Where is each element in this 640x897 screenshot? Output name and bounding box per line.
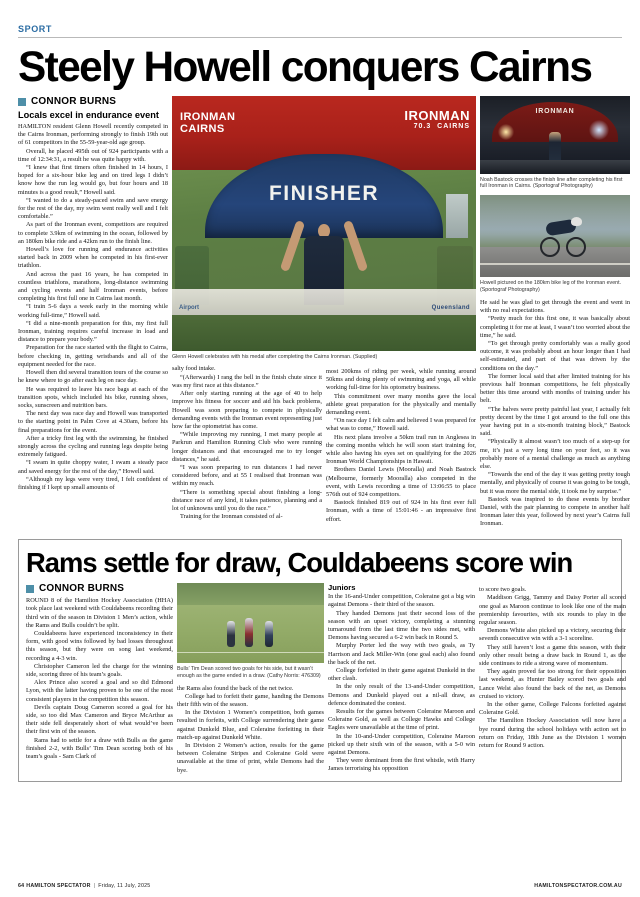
article1-c3-p6: Bastock finished 819 out of 924 in his first ever full Ironman, with a time of 15:01:46 - an impressive first effort. [326, 499, 476, 523]
footer-masthead: HAMILTON SPECTATOR [26, 883, 91, 889]
article2-c2-p2: College had to forfeit their game, handing the Demons their fifth win of the season. [177, 692, 324, 708]
article2-column-2 [177, 583, 324, 775]
article1-headline: Steely Howell conquers Cairns [18, 43, 592, 91]
article1-c1-p15: “I swam in quite choppy water, I swam a steady pace and saved energy for the rest of the day,” Howell said. [18, 459, 168, 475]
article1-main-caption: Glenn Howell celebrates with his medal after completing the Cairns Ironman. (Supplied) [172, 353, 378, 360]
section-kicker: SPORT [18, 24, 53, 34]
article1-c2-p5: “I was soon preparing to run distances I had never considered before, and at 55 I realised that Ironman was within my reach. [172, 463, 322, 488]
article1-c1-p11: Howell then did several transition tours of the course so he knew where to go after each leg on race day. [18, 369, 168, 385]
article2-c3-p7: In the 10-and-Under competition, Coleraine Maroon picked up their sixth win of the season, with a 5-0 win against Demons. [328, 732, 475, 756]
article2-juniors-subhead: Juniors [328, 583, 356, 593]
article1-c1-p5: As part of the Ironman event, competitors are required to complete 3.9km of swimming in the ocean, followed by an 180km bike ride and a 42km run to the finish line. [18, 221, 168, 245]
article2-c3-p5: In the only result of the 13-and-Under competition, Demons and Dunkeld played out a nil-all draw, as defence dominated the contest. [328, 683, 475, 707]
article1-c2-p3: After only starting running at the age of 40 to help improve his fitness for soccer and aid his back problems, Howell was soon preparing to compete in physically demanding events with the Ironman event representing just how far the optometrist has come. [172, 390, 322, 430]
article2-c4-p4: They still haven’t lost a game this season, with their only other result being a draw back in Round 1, as the side continues to ride a strong wave of momentum. [479, 643, 626, 667]
photo4-treeline [177, 583, 324, 605]
article2-c2-p3: In the Division 1 Women’s competition, both games resulted in forfeits, with College surrendering their game against Dunkeld Blue, and Coleraine forfeiting in their match-up against Dunkeld White. [177, 709, 324, 741]
photo3-wheel-rear [540, 237, 560, 257]
article2-c1-p3: Christopher Cameron led the charge for the winning side, scoring three of his team’s goals. [26, 662, 173, 678]
article2-c1-p5: Devils captain Doug Cameron scored a goal for his side, so too did Max Cameron and Bryce McArthur as their side fell desperately short of what would’ve been their first win of the season. [26, 703, 173, 736]
photo-queensland-text: Queensland [431, 305, 470, 311]
article2-columns [26, 583, 626, 775]
article2-photo [177, 583, 324, 663]
article1-c1-p8: “I train 5-6 days a week early in the morning while working full-time,” Howell said. [18, 303, 168, 319]
article2-c4-p5: They again proved far too strong for their opposition last weekend, as Hunter Bailey scored two goals and Lance Welst also found the back of the net, as Demons cruised to victory. [479, 668, 626, 700]
article2 [18, 539, 626, 782]
byline-square-icon [18, 98, 26, 106]
article1-c4-p1: He said he was glad to get through the event and went in with no real expectations. [480, 298, 630, 315]
article1-photo-3 [480, 195, 630, 277]
ironman-banner-text: IRONMAN 70.3 CAIRNS [404, 108, 470, 130]
photo-finisher-word: FINISHER [268, 182, 379, 205]
article2-c4-p3: Demons White also picked up a victory, securing their seventh consecutive win with a 3-1 scoreline. [479, 627, 626, 643]
article1-c1-p14: After a tricky first leg with the swimming, he finished strongly across the cycling and running legs despite being extremely fatigued. [18, 434, 168, 459]
article1-byline-name: CONNOR BURNS [31, 96, 117, 107]
article1-c3-p1: most 200kms of riding per week, while running around 50kms and doing plenty of swimming and yoga, all while working full-time for his optometry business. [326, 368, 476, 392]
photo4-player-3 [265, 621, 273, 647]
article2-column-3 [328, 583, 475, 775]
article2-c3-p4: College forfeited in their game against Dunkeld in the other clash. [328, 666, 475, 683]
article1-c1-p7: And across the past 16 years, he has competed in countless triathlons, marathons, long-distance swimming and cycling events and half Ironman events, before completing his first full one in Cairns last month. [18, 270, 168, 303]
article1-photo-2 [480, 96, 630, 174]
article1-c1-p3: “I knew that first timers often finished in 14 hours, I hoped for a six-hour bike leg and on tired legs I didn’t know how the run leg would go, but four hours and 18 minutes is a good result,” Howell said. [18, 164, 168, 196]
article2-c4-p6: In the other game, College Falcons forfeited against Coleraine Gold. [479, 700, 626, 717]
article1-byline [18, 96, 168, 107]
article2-c1-p4: Alex Prince also scored a goal and so did Edmond Lyon, with the latter having proven to be one of the most consistent players in the competition this season. [26, 679, 173, 703]
article1-c1-p13: The next day was race day and Howell was transported to the starting point in Palm Cove at 4.30am, before his final preparations for the event. [18, 410, 168, 434]
ironman-logo-icon: IRONMAN CAIRNS [180, 111, 236, 135]
page-footer [18, 883, 622, 889]
photo3-rider-helmet [571, 217, 582, 226]
article2-headline: Rams settle for draw, Couldabeens score win [26, 546, 573, 578]
article1-c1-p6: Howell’s love for running and endurance activities started back in 2009 when he competed in his first-ever triathlon. [18, 246, 168, 270]
article1-column-4 [480, 96, 630, 529]
article1-column-1 [18, 96, 168, 529]
article1-c3-p5: Brothers Daniel Lewis (Mooralla) and Noah Bastock (Melbourne, formerly Mooralla) also competed in the event, with Lewis recording a time of 13:06:55 to place 576th out of 924 competitors. [326, 466, 476, 499]
article1-c4-p5: “The halves were pretty painful last year, I actually felt pretty decent by the time I got around to the full one this year having put in a six-month training block,” Bastock said. [480, 405, 630, 438]
photo-airport-text: Airport [179, 305, 199, 311]
article1-c2-p4: “While improving my running, I met many people at Parkrun and Hamilton Running Club who were running longer distances and that encouraged me to try longer distances,” he said. [172, 431, 322, 463]
article1-c3-p3: “On race day I felt calm and believed I was prepared for what was to come,” Howell said. [326, 417, 476, 433]
article2-c4-p1: to score two goals. [479, 586, 527, 594]
article1-columns [18, 96, 630, 529]
footer-date: Friday, 11 July, 2025 [98, 883, 151, 889]
article2-byline-name: CONNOR BURNS [39, 583, 125, 595]
article1-caption-2: Noah Bastock crosses the finish line after completing his first full Ironman in Cairns. (Sportograf Photography) [480, 176, 623, 190]
article2-c3-p8: They were dominant from the first whistle, with Harry James terrorising his opposition [328, 757, 475, 773]
photo2-light-left [498, 124, 514, 140]
photo4-player-2 [245, 618, 253, 647]
ironman-banner-sub: 70.3 CAIRNS [413, 122, 470, 130]
article1-column-3 [326, 96, 476, 529]
photo4-player-1 [227, 621, 235, 647]
article1-c2-p1: salty food intake. [172, 365, 216, 373]
article2-c2-p1: the Rams also found the back of the net twice. [177, 684, 294, 692]
byline-square-icon [26, 585, 34, 593]
photo2-ground [480, 160, 630, 174]
article2-c3-p3: Murphy Porter led the way with two goals, as Ty Harrison and Jack Miller-Win (one goal each) also found the back of the net. [328, 642, 475, 666]
photo3-road-line [480, 263, 630, 265]
article2-c2-p4: In Division 2 Women’s action, results for the game between Coleraine Stripes and Coleraine Gold were unavailable at the time of print, while Demons had the bye. [177, 742, 324, 774]
section-kicker-row [18, 0, 622, 38]
article1-c3-p2: This commitment over many months gave the local athlete great preparation for the physically and mentally demanding event. [326, 392, 476, 417]
footer-page-number: 64 [18, 883, 25, 889]
photo2-arch-text: IRONMAN [535, 108, 575, 115]
article1-c1-p10: Preparation for the race started with the flight to Cairns, before checking in, getting wristbands and all of the equipment needed for the race. [18, 344, 168, 368]
photo4-field-line [177, 652, 324, 654]
article2-c1-p6: Rams had to settle for a draw with Bulls as the game finished 2-2, with Bulls’ Tim Dean scoring both of his team’s goals - Sam Clark of [26, 736, 173, 760]
article1-c1-p9: “I did a nine-month preparation for this, my first full Ironman, training requires careful increase in load and distance to prepare your body.” [18, 319, 168, 344]
article2-c1-p1: ROUND 8 of the Hamilton Hockey Association (HHA) took place last weekend with Couldabeens recording their third win of the season in Division 1 Men’s action, while the Rams and Bulls couldn’t be split. [26, 597, 173, 629]
article2-c4-p2: Maddison Grigg, Tammy and Daisy Porter all scored one goal as Maroon continue to look like one of the main premiership favourites, with six rounds to play in the regular season. [479, 594, 626, 626]
article2-c1-p2: Couldabeens have experienced inconsistency in their form, with good wins followed by bad losses throughout this season, but they were on song last weekend, recording a 4-3 win. [26, 629, 173, 662]
photo2-light-right [589, 120, 609, 140]
article2-c3-p1: In the 16-and-Under competition, Coleraine got a big win against Demons - their third of the season. [328, 593, 475, 609]
article1-standfirst: Locals excel in endurance event [18, 110, 159, 120]
article1-c1-p2: Overall, he placed 495th out of 924 participants with a time of 12:34:31, a result he was quite happy with. [18, 147, 168, 163]
photo3-wheel-front [566, 237, 586, 257]
article1-c1-p4: “I wanted to do a steady-paced swim and save energy for the rest of the day, my swim went really well and I felt comfortable.” [18, 196, 168, 221]
article2-c3-p6: Results for the games between Coleraine Maroon and Coleraine Gold, as well as College Hawks and College Eagles were unavailable at the time of print. [328, 707, 475, 732]
article1-c4-p8: Bastock was inspired to do these events by brother Daniel, with the pair planning to compete in another half Ironman later this year, followed by next year’s Cairns full Ironman. [480, 495, 630, 528]
article1-c4-p2: “Pretty much for this first one, it was basically about completing it for me at least, I wasn’t too worried about the time,” he said. [480, 315, 630, 339]
article1-c1-p16: “Although my legs were very tired, I felt confident of finishing if I kept up small amounts of [18, 475, 168, 491]
article1-c1-p12: He was required to leave his race bags at each of the transition spots, which included his bike, running shoes, socks, sunscreen and nutrition bars. [18, 385, 168, 409]
article1-c3-photo-offset [326, 96, 476, 368]
footer-left [18, 883, 150, 889]
article1-c2-p6: “There is something special about finishing a long-distance race of any kind, it takes patience, planning and a lot of unknowns until you do the race.” [172, 488, 322, 512]
article2-c4-p7: The Hamilton Hockey Association will now have a bye round during the school holidays with action set to return on Friday, 18th June as the Division 1 women return for Round 9 action. [479, 717, 626, 749]
article2-column-1 [26, 583, 173, 775]
article1-c2-p7: Training for the Ironman consisted of al- [180, 513, 283, 521]
header-rule [18, 37, 622, 38]
article1-c1-p1: HAMILTON resident Glenn Howell recently competed in the Cairns Ironman, performing strongly to finish 19th out of 61 competitors in the 55-59-year-old age group. [18, 123, 168, 147]
article1-c4-p4: The former local said that after limited training for his previous half Ironman competitions, he felt physically better this time around with months of training under his belt. [480, 372, 630, 405]
footer-separator: | [93, 883, 96, 889]
article2-c3-p2: They handed Demons just their second loss of the season with an upset victory, completing a stunning turnaround from the last time the two sides met, with Demons having secured a 6-2 win back in Round 5. [328, 609, 475, 642]
article1-caption-3: Howell pictured on the 180km bike leg of the Ironman event. (Sportograf Photography) [480, 279, 622, 293]
article2-byline [26, 583, 173, 594]
article1-c3-p4: His next plans involve a 50km trail run in Anglesea in the coming months which he will soon start training for, while also having his eyes set on qualifying for the 2026 Ironman World Championships in Hawaii. [326, 433, 476, 466]
photo3-cyclist [540, 217, 586, 257]
article1-c2-p2: “(Afterwards) I rang the bell in the finish chute since it was my first race at this distance.” [172, 373, 322, 389]
article2-column-4 [479, 583, 626, 775]
article1-c4-p6: “Physically it almost wasn’t too much of a step-up for me, it’s just a very long time on your feet, so it was probably more of a mental challenge as much as anything else. [480, 438, 630, 470]
article2-caption: Bulls’ Tim Dean scored two goals for his side, but it wasn’t enough as the game ended in a draw. (Cathy Norris: 476309) [177, 665, 321, 679]
footer-website: HAMILTONSPECTATOR.COM.AU [534, 883, 622, 889]
article1-c4-p3: “To get through pretty comfortably was a really good outcome, it was probably about an hour longer than I had self-estimated, and part of that was driven by the conditions on the day.” [480, 339, 630, 372]
article1-c4-p7: “Towards the end of the day it was getting pretty tough mentally, and physically of course it was going to be tough, but it was more the mental side, it took me by surprise.” [480, 471, 630, 495]
